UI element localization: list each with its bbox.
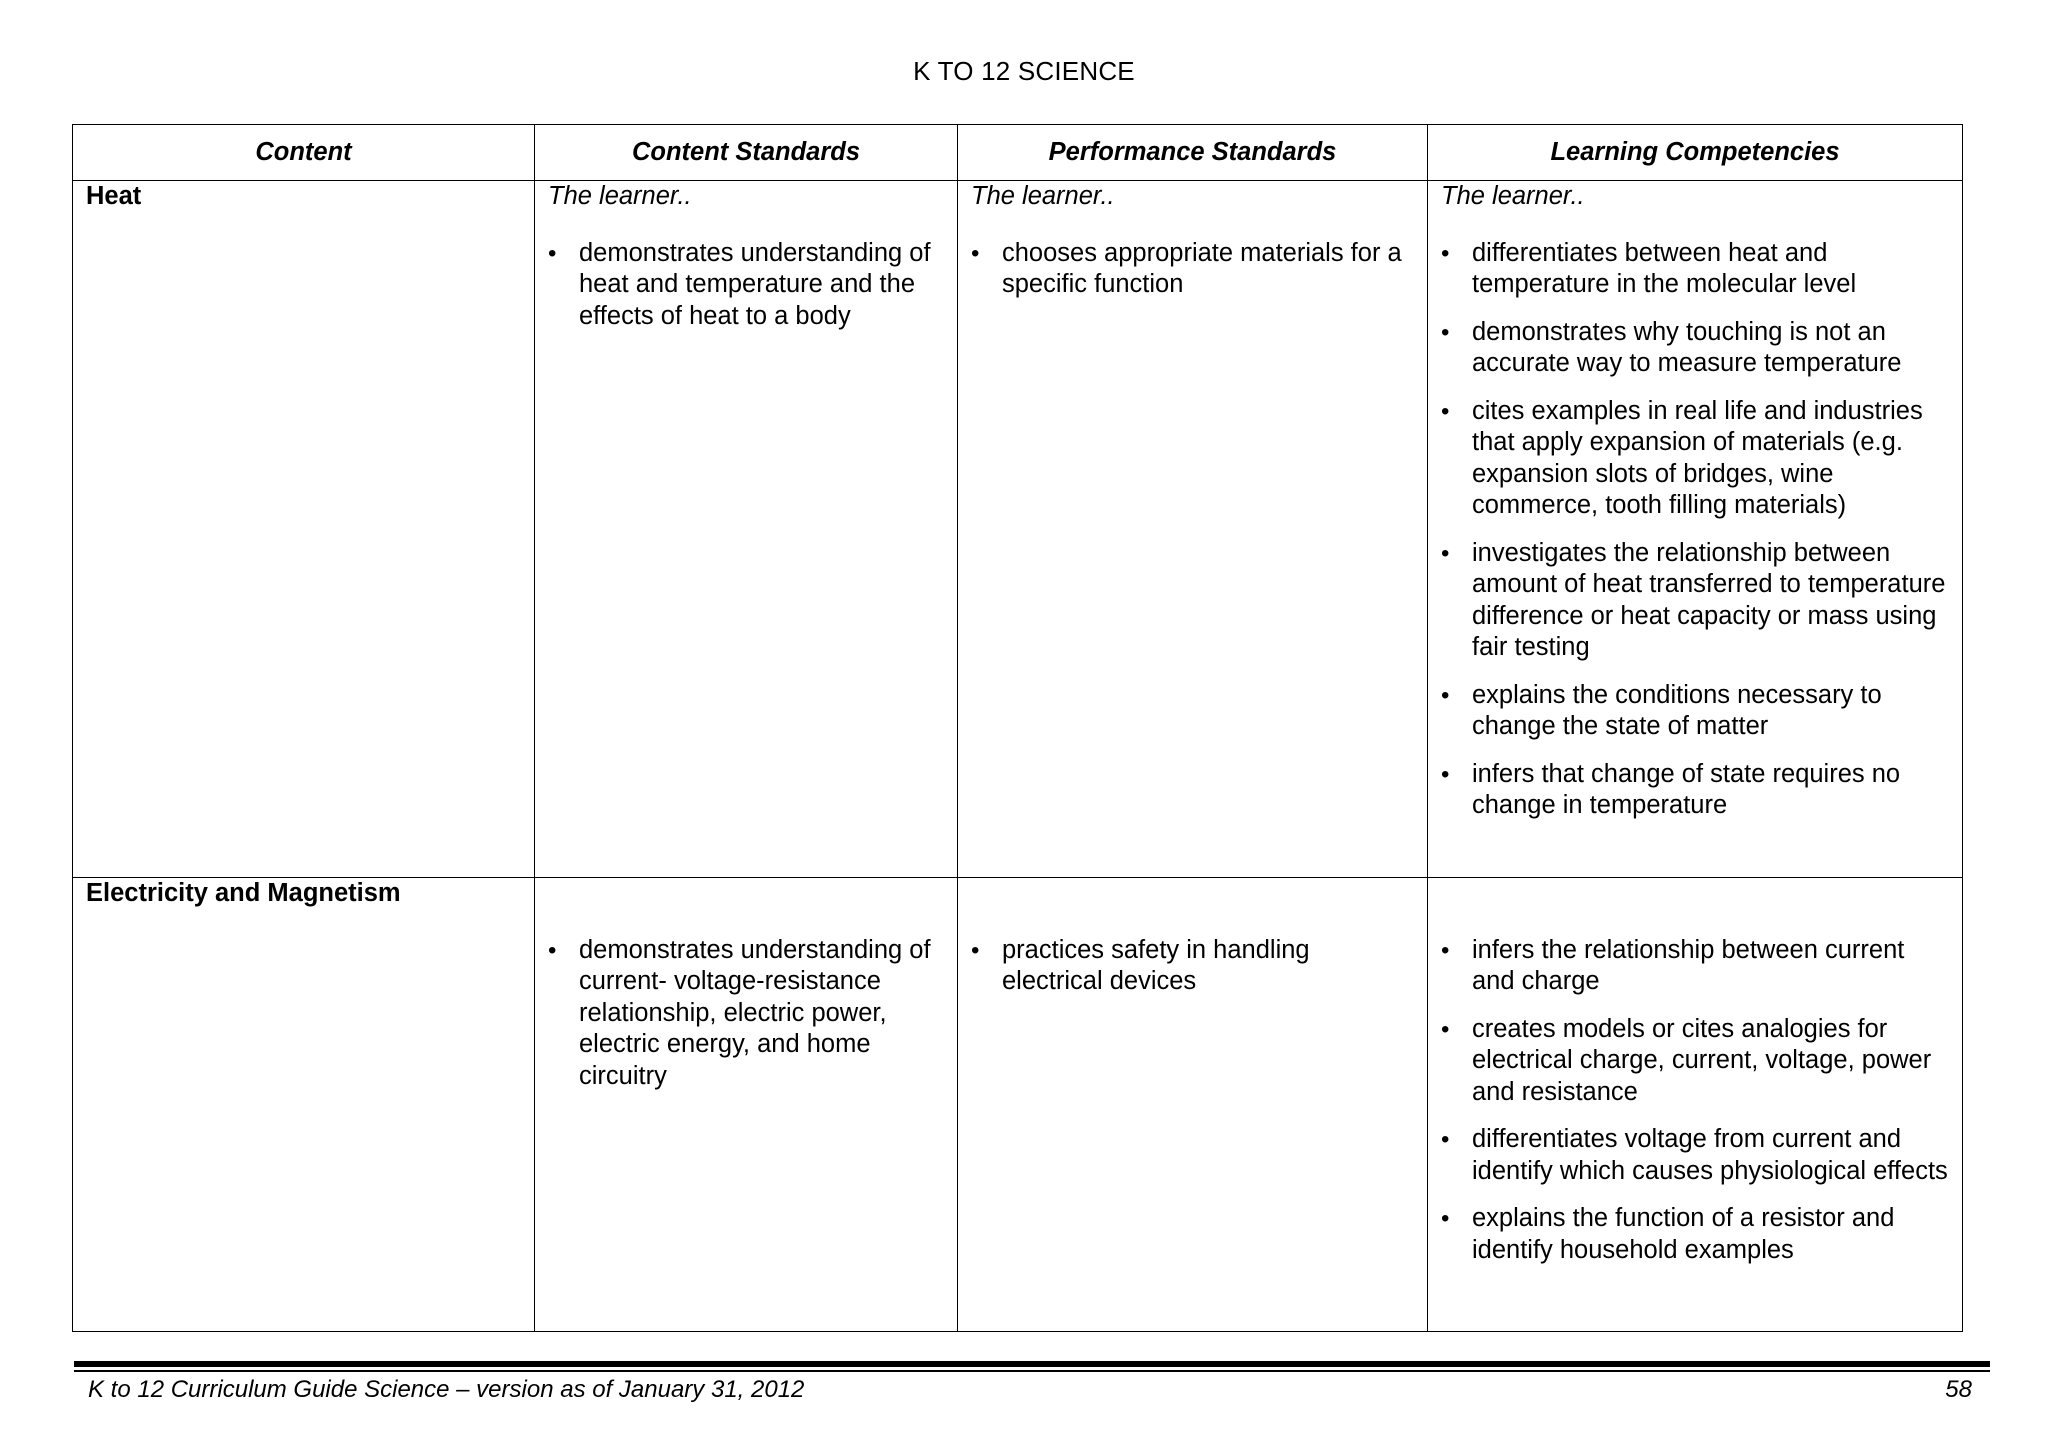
list-item: • explains the conditions necessary to change the state of matter (1441, 680, 1950, 743)
table-row-heat (73, 181, 1963, 878)
list-item: • demonstrates why touching is not an accurate way to measure temperature (1441, 317, 1950, 380)
footer-divider-thin (74, 1370, 1990, 1372)
list-item: • differentiates between heat and temperature in the molecular level (1441, 238, 1950, 301)
list-item: • cites examples in real life and industries that apply expansion of materials (e.g. expansion slots of bridges, wine commerce, tooth filling materials) (1441, 396, 1950, 522)
column-header-performance-standards: Performance Standards (958, 125, 1428, 181)
list-item: • infers the relationship between current and charge (1441, 935, 1950, 998)
footer-version-text: K to 12 Curriculum Guide Science – version as of January 31, 2012 (88, 1376, 805, 1403)
table-row-electricity-magnetism (73, 878, 1963, 1332)
list-item: • differentiates voltage from current and identify which causes physiological effects (1441, 1124, 1950, 1187)
curriculum-table (72, 124, 1963, 1332)
cell-content-standards-heat (535, 181, 958, 878)
footer-divider (74, 1361, 1990, 1367)
cell-content-heat (73, 181, 535, 878)
cell-performance-standards-electricity-magnetism (958, 878, 1428, 1332)
lead-text: The learner.. (971, 182, 1115, 210)
list-item: • practices safety in handling electrical devices (971, 935, 1415, 998)
list-item: • demonstrates understanding of heat and temperature and the effects of heat to a body (548, 238, 945, 333)
cell-content-standards-electricity-magnetism (535, 878, 958, 1332)
cell-content-electricity-magnetism (73, 878, 535, 1332)
list-item: • chooses appropriate materials for a specific function (971, 238, 1415, 301)
topic-heat: Heat (86, 182, 142, 210)
lead-text: The learner.. (548, 182, 692, 210)
cell-performance-standards-heat (958, 181, 1428, 878)
column-header-content-standards: Content Standards (535, 125, 958, 181)
list-item: • explains the function of a resistor and identify household examples (1441, 1203, 1950, 1266)
column-header-learning-competencies: Learning Competencies (1428, 125, 1963, 181)
column-header-content: Content (73, 125, 535, 181)
list-item: • investigates the relationship between amount of heat transferred to temperature difference or heat capacity or mass using fair testing (1441, 538, 1950, 664)
list-item: • creates models or cites analogies for electrical charge, current, voltage, power and resistance (1441, 1014, 1950, 1109)
lead-text: The learner.. (1441, 182, 1585, 210)
list-item: • demonstrates understanding of current- voltage-resistance relationship, electric power, electric energy, and home circuitry (548, 935, 945, 1093)
cell-learning-competencies-heat (1428, 181, 1963, 878)
page-number: 58 (1945, 1376, 1972, 1403)
cell-learning-competencies-electricity-magnetism (1428, 878, 1963, 1332)
topic-electricity-magnetism: Electricity and Magnetism (86, 879, 401, 907)
page-header-title: K TO 12 SCIENCE (913, 56, 1135, 86)
table-header-row (73, 125, 1963, 181)
list-item: • infers that change of state requires no change in temperature (1441, 759, 1950, 822)
